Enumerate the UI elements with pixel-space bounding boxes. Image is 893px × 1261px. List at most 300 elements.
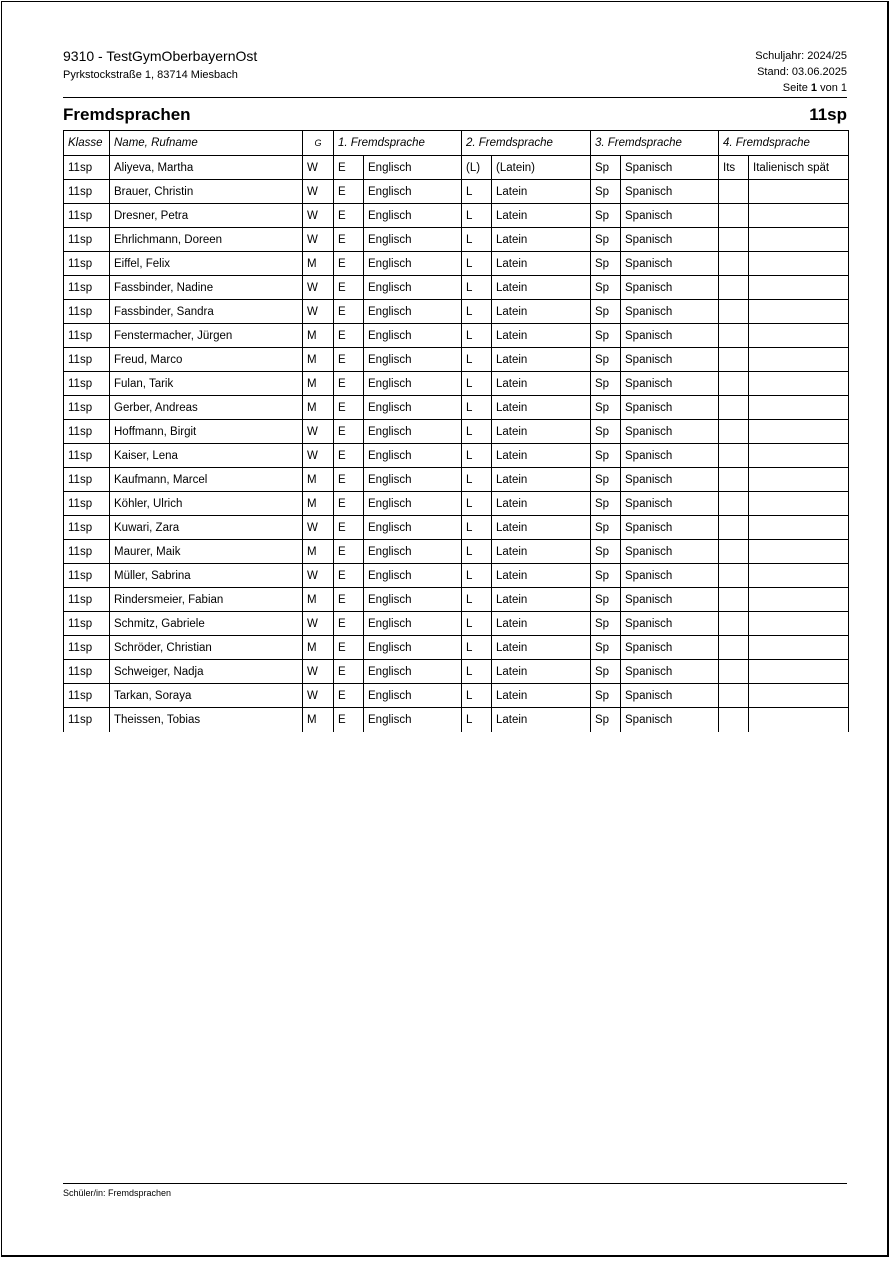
cell-name: Gerber, Andreas: [110, 396, 303, 420]
cell-klasse: 11sp: [64, 492, 110, 516]
cell-fs2: Latein: [492, 420, 591, 444]
cell-gender: M: [303, 492, 334, 516]
cell-klasse: 11sp: [64, 660, 110, 684]
cell-fs4: [749, 420, 849, 444]
cell-fs2: Latein: [492, 252, 591, 276]
cell-fs1: Englisch: [364, 468, 462, 492]
cell-fs2-code: L: [462, 204, 492, 228]
table-row: [64, 588, 849, 612]
cell-fs2: Latein: [492, 180, 591, 204]
cell-fs1: Englisch: [364, 324, 462, 348]
cell-klasse: 11sp: [64, 180, 110, 204]
cell-fs2-code: L: [462, 300, 492, 324]
cell-fs4-code: [719, 348, 749, 372]
cell-fs1: Englisch: [364, 540, 462, 564]
cell-fs4: [749, 444, 849, 468]
cell-fs1-code: E: [334, 204, 364, 228]
cell-fs1-code: E: [334, 492, 364, 516]
cell-fs2: Latein: [492, 492, 591, 516]
col-header-name: Name, Rufname: [110, 131, 303, 156]
cell-fs1-code: E: [334, 276, 364, 300]
cell-fs4: [749, 204, 849, 228]
table-row: [64, 372, 849, 396]
cell-name: Müller, Sabrina: [110, 564, 303, 588]
cell-fs4: [749, 348, 849, 372]
cell-gender: W: [303, 516, 334, 540]
cell-fs1-code: E: [334, 228, 364, 252]
cell-fs2-code: L: [462, 228, 492, 252]
table-row: [64, 228, 849, 252]
cell-fs4: [749, 180, 849, 204]
cell-fs3-code: Sp: [591, 468, 621, 492]
cell-fs3: Spanisch: [621, 156, 719, 180]
cell-name: Dresner, Petra: [110, 204, 303, 228]
cell-klasse: 11sp: [64, 372, 110, 396]
cell-fs3-code: Sp: [591, 444, 621, 468]
cell-fs4-code: Its: [719, 156, 749, 180]
table-row: [64, 396, 849, 420]
cell-fs4: [749, 228, 849, 252]
cell-fs2: Latein: [492, 276, 591, 300]
cell-fs1: Englisch: [364, 660, 462, 684]
cell-fs1: Englisch: [364, 708, 462, 732]
cell-fs4-code: [719, 708, 749, 732]
cell-fs4: [749, 684, 849, 708]
table-row: [64, 444, 849, 468]
table-row: [64, 516, 849, 540]
cell-klasse: 11sp: [64, 708, 110, 732]
table-row: [64, 420, 849, 444]
cell-fs4-code: [719, 636, 749, 660]
cell-fs3-code: Sp: [591, 396, 621, 420]
cell-fs2-code: L: [462, 396, 492, 420]
language-table: [63, 130, 849, 732]
cell-fs3: Spanisch: [621, 660, 719, 684]
cell-fs1: Englisch: [364, 420, 462, 444]
col-header-fs1: 1. Fremdsprache: [334, 131, 462, 156]
col-header-fs2: 2. Fremdsprache: [462, 131, 591, 156]
cell-klasse: 11sp: [64, 564, 110, 588]
cell-fs4: [749, 468, 849, 492]
cell-klasse: 11sp: [64, 420, 110, 444]
cell-fs2-code: L: [462, 420, 492, 444]
cell-gender: M: [303, 468, 334, 492]
cell-fs2: Latein: [492, 660, 591, 684]
cell-name: Fenstermacher, Jürgen: [110, 324, 303, 348]
cell-klasse: 11sp: [64, 588, 110, 612]
report-date: Stand: 03.06.2025: [757, 66, 847, 78]
cell-fs3-code: Sp: [591, 372, 621, 396]
cell-klasse: 11sp: [64, 468, 110, 492]
table-row: [64, 636, 849, 660]
cell-gender: W: [303, 156, 334, 180]
cell-fs4-code: [719, 516, 749, 540]
cell-fs1-code: E: [334, 612, 364, 636]
cell-gender: W: [303, 564, 334, 588]
cell-fs4-code: [719, 180, 749, 204]
cell-fs4-code: [719, 420, 749, 444]
cell-fs1: Englisch: [364, 300, 462, 324]
cell-gender: M: [303, 636, 334, 660]
cell-name: Fassbinder, Sandra: [110, 300, 303, 324]
col-header-gender: G: [303, 131, 334, 156]
cell-fs4-code: [719, 492, 749, 516]
cell-fs1: Englisch: [364, 684, 462, 708]
cell-fs2-code: L: [462, 252, 492, 276]
cell-fs3: Spanisch: [621, 348, 719, 372]
cell-name: Maurer, Maik: [110, 540, 303, 564]
cell-fs3-code: Sp: [591, 324, 621, 348]
cell-fs2-code: L: [462, 564, 492, 588]
cell-name: Fassbinder, Nadine: [110, 276, 303, 300]
table-row: [64, 540, 849, 564]
cell-klasse: 11sp: [64, 348, 110, 372]
cell-fs4-code: [719, 396, 749, 420]
cell-fs4-code: [719, 276, 749, 300]
cell-fs1-code: E: [334, 516, 364, 540]
cell-fs3: Spanisch: [621, 180, 719, 204]
cell-fs4-code: [719, 660, 749, 684]
cell-gender: W: [303, 684, 334, 708]
table-row: [64, 180, 849, 204]
cell-fs2: Latein: [492, 684, 591, 708]
table-row: [64, 156, 849, 180]
cell-fs1: Englisch: [364, 204, 462, 228]
col-header-fs3: 3. Fremdsprache: [591, 131, 719, 156]
cell-gender: M: [303, 588, 334, 612]
cell-fs1: Englisch: [364, 564, 462, 588]
cell-fs2: Latein: [492, 588, 591, 612]
table-row: [64, 660, 849, 684]
cell-fs2-code: L: [462, 660, 492, 684]
table-row: [64, 252, 849, 276]
cell-name: Kaiser, Lena: [110, 444, 303, 468]
cell-fs3: Spanisch: [621, 444, 719, 468]
cell-fs3-code: Sp: [591, 588, 621, 612]
cell-fs1-code: E: [334, 348, 364, 372]
cell-fs1: Englisch: [364, 492, 462, 516]
col-header-klasse: Klasse: [64, 131, 110, 156]
cell-fs2-code: L: [462, 636, 492, 660]
cell-klasse: 11sp: [64, 516, 110, 540]
cell-fs4-code: [719, 372, 749, 396]
cell-fs2: Latein: [492, 396, 591, 420]
cell-klasse: 11sp: [64, 444, 110, 468]
cell-fs4: [749, 492, 849, 516]
cell-fs3: Spanisch: [621, 300, 719, 324]
cell-fs4: [749, 300, 849, 324]
cell-name: Kaufmann, Marcel: [110, 468, 303, 492]
cell-fs3: Spanisch: [621, 324, 719, 348]
table-row: [64, 612, 849, 636]
cell-name: Fulan, Tarik: [110, 372, 303, 396]
cell-gender: M: [303, 540, 334, 564]
cell-fs2-code: L: [462, 516, 492, 540]
footer-label: Schüler/in: Fremdsprachen: [63, 1188, 172, 1198]
cell-fs3-code: Sp: [591, 684, 621, 708]
cell-gender: W: [303, 300, 334, 324]
cell-name: Rindersmeier, Fabian: [110, 588, 303, 612]
cell-klasse: 11sp: [64, 612, 110, 636]
cell-fs2: Latein: [492, 612, 591, 636]
cell-gender: M: [303, 324, 334, 348]
cell-gender: W: [303, 420, 334, 444]
class-label: 11sp: [809, 105, 847, 124]
school-year: Schuljahr: 2024/25: [755, 50, 847, 62]
header-divider: [63, 97, 847, 98]
cell-fs3-code: Sp: [591, 204, 621, 228]
cell-fs2: Latein: [492, 564, 591, 588]
cell-fs4: [749, 636, 849, 660]
cell-name: Aliyeva, Martha: [110, 156, 303, 180]
cell-fs3-code: Sp: [591, 516, 621, 540]
cell-fs3-code: Sp: [591, 156, 621, 180]
table-row: [64, 468, 849, 492]
cell-fs1-code: E: [334, 660, 364, 684]
cell-fs3: Spanisch: [621, 252, 719, 276]
cell-fs4: [749, 708, 849, 732]
cell-fs2-code: L: [462, 540, 492, 564]
cell-name: Schmitz, Gabriele: [110, 612, 303, 636]
cell-fs2: Latein: [492, 516, 591, 540]
table-row: [64, 324, 849, 348]
cell-fs3-code: Sp: [591, 252, 621, 276]
cell-fs3-code: Sp: [591, 228, 621, 252]
cell-fs4-code: [719, 468, 749, 492]
cell-klasse: 11sp: [64, 204, 110, 228]
cell-fs1: Englisch: [364, 252, 462, 276]
cell-klasse: 11sp: [64, 636, 110, 660]
cell-name: Brauer, Christin: [110, 180, 303, 204]
cell-fs3: Spanisch: [621, 228, 719, 252]
cell-fs3: Spanisch: [621, 684, 719, 708]
cell-gender: W: [303, 204, 334, 228]
cell-fs4: [749, 540, 849, 564]
cell-fs2: Latein: [492, 540, 591, 564]
cell-fs1-code: E: [334, 564, 364, 588]
cell-fs4-code: [719, 252, 749, 276]
table-row: [64, 300, 849, 324]
cell-gender: M: [303, 372, 334, 396]
cell-gender: W: [303, 612, 334, 636]
cell-fs2: Latein: [492, 300, 591, 324]
cell-fs2-code: (L): [462, 156, 492, 180]
cell-klasse: 11sp: [64, 300, 110, 324]
cell-fs4: [749, 276, 849, 300]
cell-fs3-code: Sp: [591, 636, 621, 660]
cell-fs4: [749, 396, 849, 420]
cell-fs1: Englisch: [364, 636, 462, 660]
cell-fs2: Latein: [492, 708, 591, 732]
cell-fs1-code: E: [334, 156, 364, 180]
cell-name: Hoffmann, Birgit: [110, 420, 303, 444]
cell-name: Ehrlichmann, Doreen: [110, 228, 303, 252]
cell-fs3-code: Sp: [591, 492, 621, 516]
cell-fs1-code: E: [334, 708, 364, 732]
cell-fs2: Latein: [492, 636, 591, 660]
cell-fs1-code: E: [334, 588, 364, 612]
cell-fs1: Englisch: [364, 156, 462, 180]
cell-fs3: Spanisch: [621, 516, 719, 540]
cell-fs1: Englisch: [364, 180, 462, 204]
cell-fs1-code: E: [334, 636, 364, 660]
cell-name: Kuwari, Zara: [110, 516, 303, 540]
cell-fs2: Latein: [492, 372, 591, 396]
cell-fs1-code: E: [334, 684, 364, 708]
cell-fs3-code: Sp: [591, 564, 621, 588]
cell-fs4: [749, 324, 849, 348]
cell-fs2: Latein: [492, 348, 591, 372]
cell-fs3-code: Sp: [591, 348, 621, 372]
page-prefix: Seite: [782, 82, 808, 94]
cell-fs2-code: L: [462, 348, 492, 372]
cell-name: Theissen, Tobias: [110, 708, 303, 732]
cell-name: Schweiger, Nadja: [110, 660, 303, 684]
cell-fs3: Spanisch: [621, 492, 719, 516]
cell-fs3-code: Sp: [591, 708, 621, 732]
cell-fs4: [749, 372, 849, 396]
cell-fs1: Englisch: [364, 228, 462, 252]
table-body: [64, 156, 849, 732]
cell-klasse: 11sp: [64, 684, 110, 708]
cell-klasse: 11sp: [64, 228, 110, 252]
table-row: [64, 684, 849, 708]
table-row: [64, 564, 849, 588]
cell-fs2: Latein: [492, 468, 591, 492]
cell-fs4-code: [719, 444, 749, 468]
cell-fs3-code: Sp: [591, 180, 621, 204]
school-address: Pyrkstockstraße 1, 83714 Miesbach: [63, 69, 238, 81]
cell-fs2: Latein: [492, 228, 591, 252]
page-suffix: von 1: [820, 82, 847, 94]
cell-fs1-code: E: [334, 420, 364, 444]
cell-gender: M: [303, 252, 334, 276]
cell-fs1-code: E: [334, 372, 364, 396]
cell-fs2-code: L: [462, 684, 492, 708]
cell-fs4-code: [719, 204, 749, 228]
cell-fs3-code: Sp: [591, 540, 621, 564]
cell-fs4: [749, 564, 849, 588]
cell-fs4-code: [719, 300, 749, 324]
cell-fs3: Spanisch: [621, 204, 719, 228]
school-name: 9310 - TestGymOberbayernOst: [63, 48, 258, 64]
cell-fs2: (Latein): [492, 156, 591, 180]
cell-klasse: 11sp: [64, 276, 110, 300]
cell-klasse: 11sp: [64, 156, 110, 180]
cell-fs1-code: E: [334, 396, 364, 420]
cell-name: Köhler, Ulrich: [110, 492, 303, 516]
cell-fs4-code: [719, 540, 749, 564]
cell-fs2-code: L: [462, 444, 492, 468]
cell-fs3-code: Sp: [591, 420, 621, 444]
cell-fs3-code: Sp: [591, 276, 621, 300]
cell-fs1-code: E: [334, 252, 364, 276]
cell-fs2-code: L: [462, 468, 492, 492]
cell-fs1-code: E: [334, 324, 364, 348]
cell-fs2-code: L: [462, 492, 492, 516]
cell-fs4: Italienisch spät: [749, 156, 849, 180]
cell-fs4: [749, 516, 849, 540]
table-row: [64, 348, 849, 372]
col-header-fs4: 4. Fremdsprache: [719, 131, 849, 156]
table-header-row: [64, 131, 849, 156]
cell-fs1-code: E: [334, 468, 364, 492]
cell-fs1-code: E: [334, 540, 364, 564]
cell-klasse: 11sp: [64, 252, 110, 276]
cell-fs4-code: [719, 324, 749, 348]
cell-fs4-code: [719, 588, 749, 612]
cell-fs3-code: Sp: [591, 300, 621, 324]
cell-name: Schröder, Christian: [110, 636, 303, 660]
cell-gender: M: [303, 708, 334, 732]
footer-divider: [63, 1183, 847, 1184]
cell-fs2-code: L: [462, 276, 492, 300]
cell-fs2-code: L: [462, 324, 492, 348]
cell-name: Freud, Marco: [110, 348, 303, 372]
cell-gender: W: [303, 228, 334, 252]
cell-fs4-code: [719, 684, 749, 708]
cell-fs3: Spanisch: [621, 612, 719, 636]
cell-fs1: Englisch: [364, 396, 462, 420]
table-row: [64, 492, 849, 516]
cell-fs2-code: L: [462, 612, 492, 636]
cell-gender: W: [303, 180, 334, 204]
cell-fs1-code: E: [334, 444, 364, 468]
cell-fs1: Englisch: [364, 516, 462, 540]
cell-gender: M: [303, 396, 334, 420]
table-row: [64, 276, 849, 300]
cell-klasse: 11sp: [64, 324, 110, 348]
table-row: [64, 204, 849, 228]
cell-fs2: Latein: [492, 204, 591, 228]
cell-fs3-code: Sp: [591, 612, 621, 636]
cell-fs2: Latein: [492, 324, 591, 348]
cell-fs3: Spanisch: [621, 276, 719, 300]
cell-gender: W: [303, 444, 334, 468]
cell-fs3: Spanisch: [621, 588, 719, 612]
cell-fs3: Spanisch: [621, 372, 719, 396]
cell-fs4: [749, 660, 849, 684]
cell-fs4: [749, 588, 849, 612]
cell-fs3: Spanisch: [621, 636, 719, 660]
cell-name: Tarkan, Soraya: [110, 684, 303, 708]
cell-fs1-code: E: [334, 180, 364, 204]
cell-fs2-code: L: [462, 588, 492, 612]
cell-fs3: Spanisch: [621, 708, 719, 732]
page-number: 1: [810, 82, 818, 94]
cell-gender: M: [303, 348, 334, 372]
cell-fs3: Spanisch: [621, 396, 719, 420]
cell-fs2-code: L: [462, 708, 492, 732]
cell-name: Eiffel, Felix: [110, 252, 303, 276]
cell-fs1: Englisch: [364, 372, 462, 396]
cell-fs1-code: E: [334, 300, 364, 324]
cell-klasse: 11sp: [64, 540, 110, 564]
cell-fs3: Spanisch: [621, 564, 719, 588]
cell-fs1: Englisch: [364, 444, 462, 468]
cell-fs1: Englisch: [364, 276, 462, 300]
document-meta: [755, 48, 847, 96]
cell-klasse: 11sp: [64, 396, 110, 420]
page-title: Fremdsprachen: [63, 105, 191, 124]
cell-fs3: Spanisch: [621, 420, 719, 444]
cell-fs3: Spanisch: [621, 540, 719, 564]
cell-fs3: Spanisch: [621, 468, 719, 492]
cell-fs2: Latein: [492, 444, 591, 468]
cell-fs1: Englisch: [364, 612, 462, 636]
cell-gender: W: [303, 276, 334, 300]
cell-fs1: Englisch: [364, 588, 462, 612]
